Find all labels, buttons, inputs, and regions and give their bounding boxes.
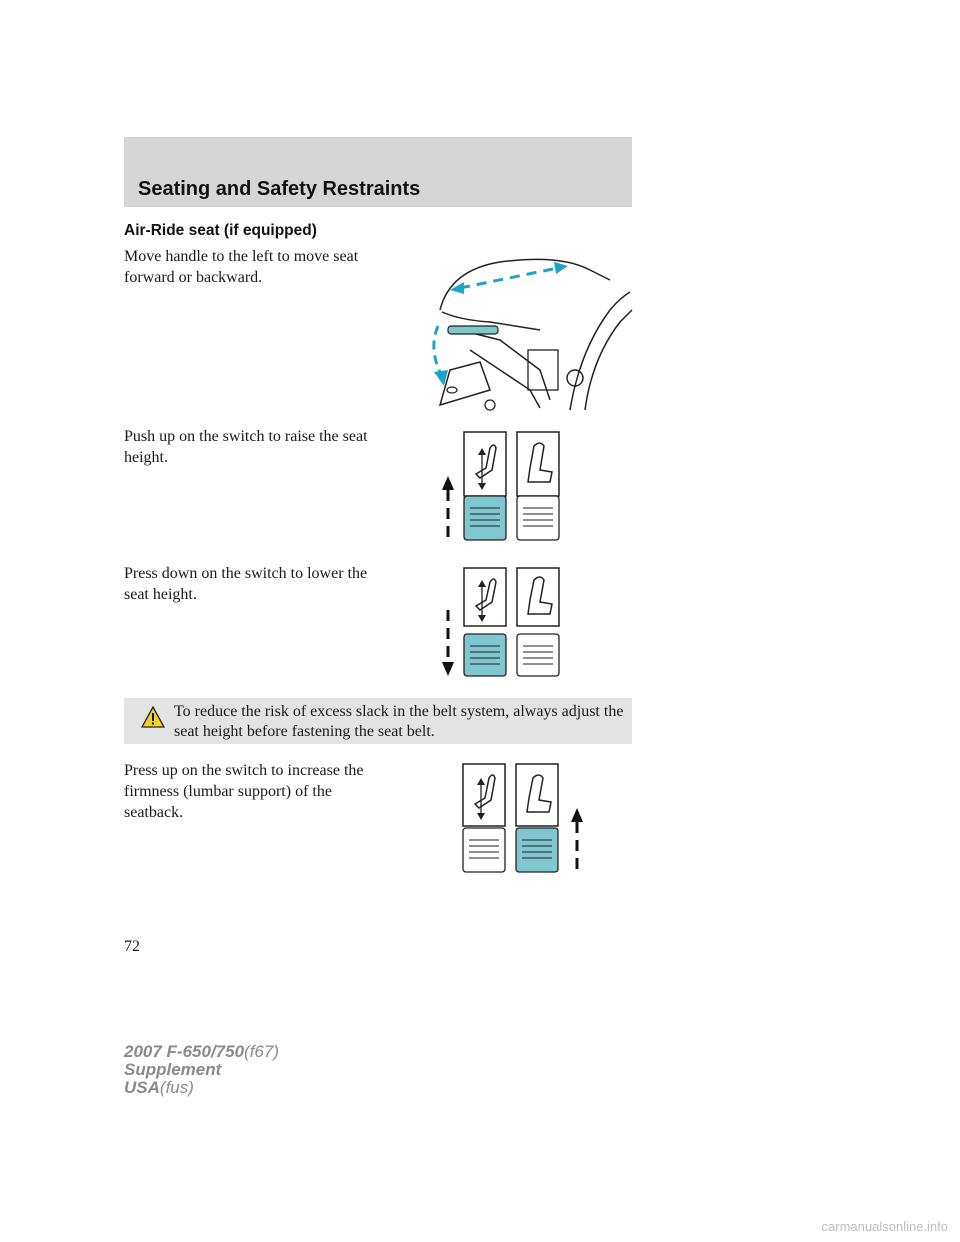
footer-doc: Supplement — [124, 1060, 222, 1079]
seat-height-icon — [464, 432, 506, 496]
paragraph-lumbar: Press up on the switch to increase the firmness (lumbar support) of the seatback. — [124, 762, 364, 821]
warning-icon — [141, 706, 165, 728]
watermark: carmanualsonline.info — [821, 1219, 948, 1234]
section-heading: Air-Ride seat (if equipped) — [124, 222, 317, 239]
document-footer — [124, 1043, 279, 1097]
paragraph-raise-height: Push up on the switch to raise the seat height. — [124, 428, 368, 466]
seat-lumbar-icon — [517, 432, 559, 496]
footer-market-code: (fus) — [159, 1078, 194, 1097]
page-title: Seating and Safety Restraints — [138, 178, 421, 200]
footer-model-code: (f67) — [244, 1042, 280, 1061]
warning-text: To reduce the risk of excess slack in the belt system, always adjust the seat height before fastening the seat belt. — [174, 703, 624, 740]
lumbar-illustration — [455, 762, 595, 878]
raise-height-illustration — [432, 430, 572, 546]
paragraph-lower-height: Press down on the switch to lower the seat height. — [124, 565, 368, 603]
page-number: 72 — [124, 938, 140, 955]
lower-height-illustration — [432, 566, 572, 682]
seat-handle-illustration — [420, 240, 636, 412]
paragraph-move-handle: Move handle to the left to move seat forward or backward. — [124, 248, 359, 286]
warning-callout — [124, 698, 632, 744]
footer-model: 2007 F-650/750 — [124, 1042, 245, 1061]
footer-market: USA — [124, 1078, 160, 1097]
